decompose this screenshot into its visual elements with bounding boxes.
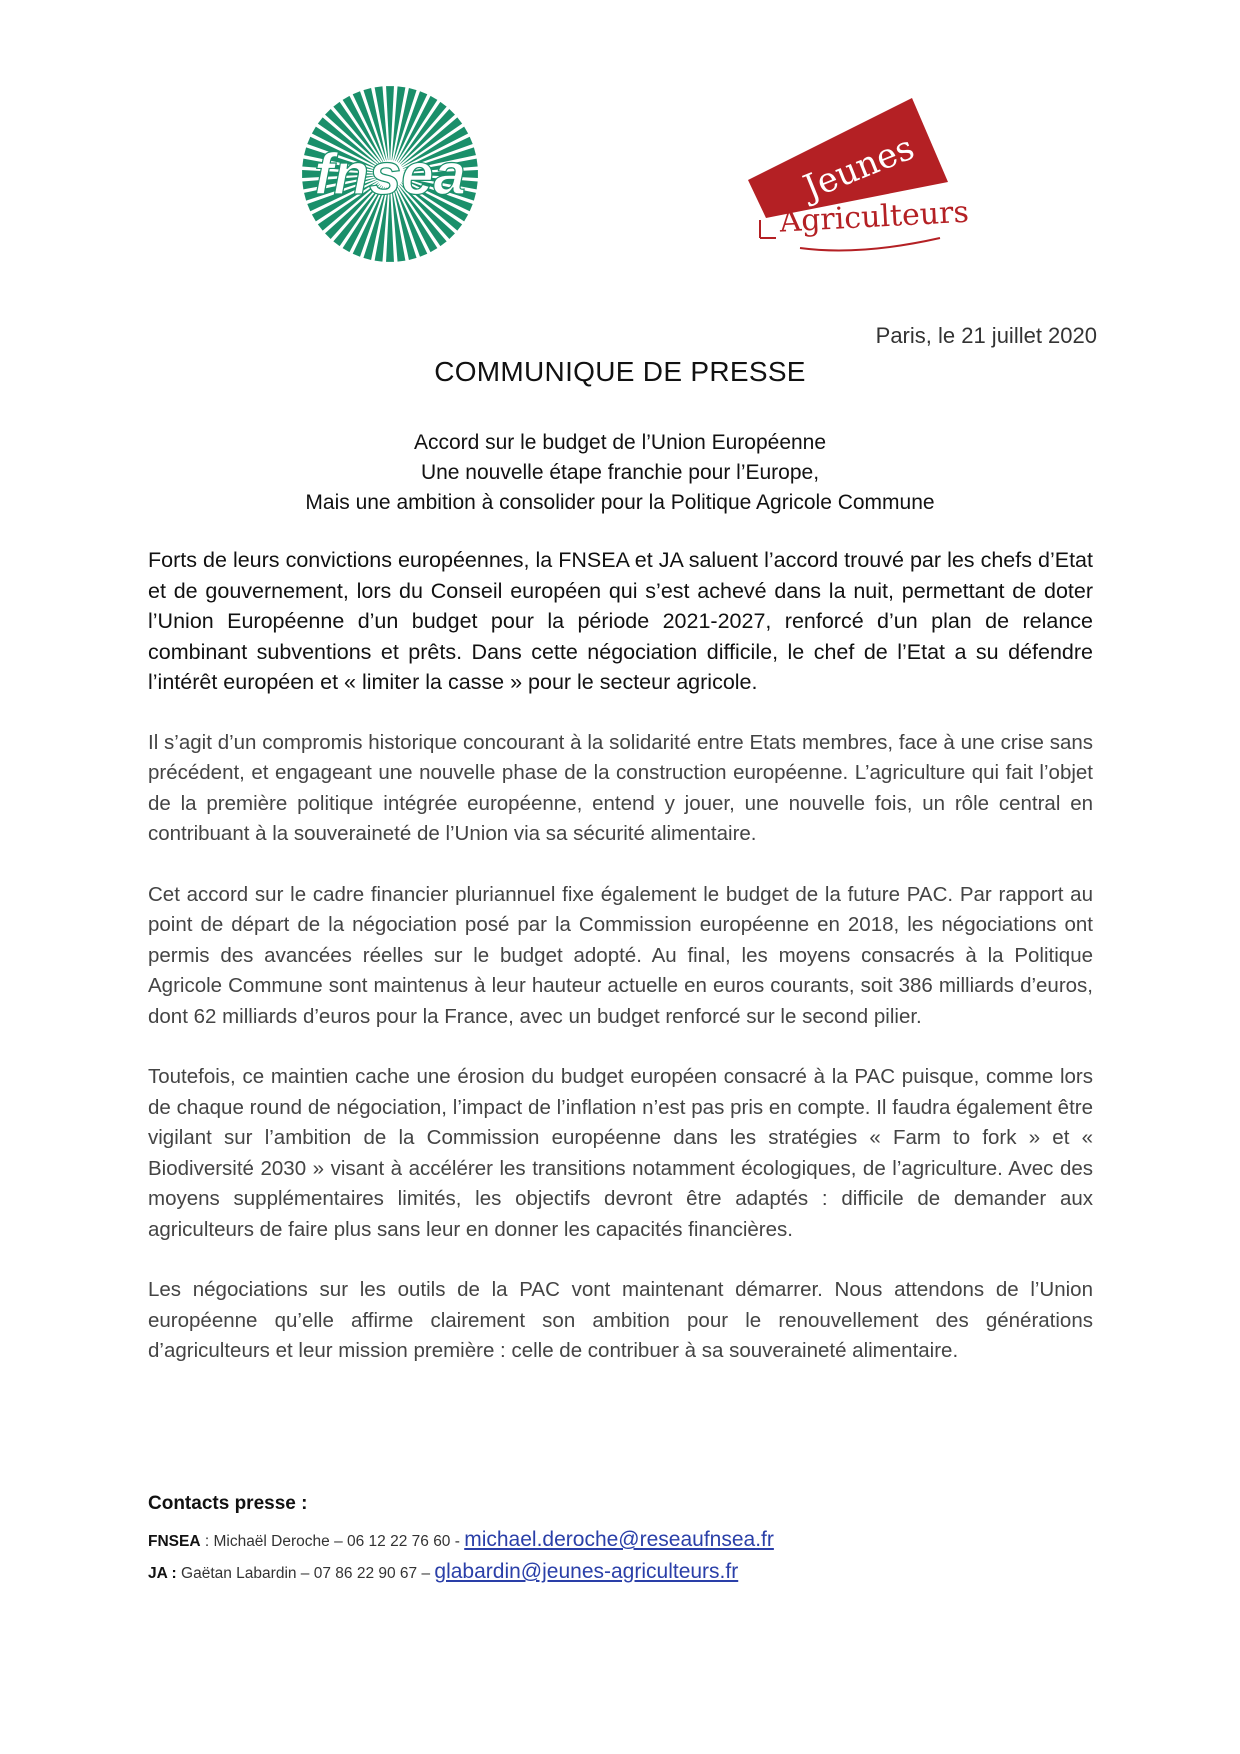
press-contacts bbox=[148, 1493, 1093, 1589]
contact-fnsea-details: : Michaël Deroche – 06 12 22 76 60 - bbox=[200, 1533, 465, 1550]
contact-ja-org: JA : bbox=[148, 1565, 177, 1582]
ja-logo-text-agriculteurs: Agriculteurs bbox=[778, 194, 970, 240]
body-paragraph-3: Toutefois, ce maintien cache une érosion du budget européen consacré à la PAC puisque, comme lors de chaque round de négociation, l’impact de l’inflation n’est pas pris en compte. Il faudra également être vigilant sur l’ambition de la Commission européenne dans les stratégies « Farm to fork » et « Biodiversité 2030 » visant à accélérer les transitions notamment écologiques, de l’agriculture. Avec des moyens supplémentaires limités, les objectifs devront être adaptés : difficile de demander aux agriculteurs de faire plus sans leur en donner les capacités financières. bbox=[148, 1065, 1093, 1241]
subtitle-line-2: Une nouvelle étape franchie pour l’Europe, bbox=[420, 461, 820, 484]
ja-logo-text-jeunes: Jeunes bbox=[798, 127, 920, 209]
fnsea-logo bbox=[300, 84, 480, 264]
document-date: Paris, le 21 juillet 2020 bbox=[875, 323, 1097, 348]
contact-fnsea-email-link[interactable]: michael.deroche@reseaufnsea.fr bbox=[464, 1528, 774, 1551]
document-subtitle bbox=[0, 428, 1240, 518]
body-paragraph-4: Les négociations sur les outils de la PAC vont maintenant démarrer. Nous attendons de l’Union européenne qu’elle affirme clairement son ambition pour le renouvellement des générations d’agriculteurs et leur mission première : celle de contribuer à sa souveraineté alimentaire. bbox=[148, 1278, 1093, 1362]
contact-ja bbox=[148, 1557, 1093, 1589]
document-body bbox=[148, 545, 1093, 1397]
contact-ja-details: Gaëtan Labardin – 07 86 22 90 67 – bbox=[176, 1565, 435, 1582]
subtitle-line-3: Mais une ambition à consolider pour la Politique Agricole Commune bbox=[305, 491, 935, 514]
body-paragraph-2: Cet accord sur le cadre financier pluriannuel fixe également le budget de la future PAC. Par rapport au point de départ de la négociation posé par la Commission européenne en 2018, les négociations ont permis des avancées réelles sur le budget adopté. Au final, les moyens consacrés à la Politique Agricole Commune sont maintenus à leur hauteur actuelle en euros courants, soit 386 milliards d’euros, dont 62 milliards d’euros pour la France, avec un budget renforcé sur le second pilier. bbox=[148, 882, 1093, 1028]
document-title: COMMUNIQUE DE PRESSE bbox=[434, 356, 806, 387]
jeunes-agriculteurs-logo bbox=[740, 88, 970, 268]
subtitle-line-1: Accord sur le budget de l’Union Européenne bbox=[413, 431, 827, 454]
contact-fnsea bbox=[148, 1525, 1093, 1557]
contact-ja-email-link[interactable]: glabardin@jeunes-agriculteurs.fr bbox=[434, 1560, 739, 1583]
lead-paragraph: Forts de leurs convictions européennes, la FNSEA et JA saluent l’accord trouvé par les chefs d’Etat et de gouvernement, lors du Conseil européen qui s’est achevé dans la nuit, permettant de doter l’Union Européenne d’un budget pour la période 2021-2027, renforcé d’un plan de relance combinant subventions et prêts. Dans cette négociation difficile, le chef de l’Etat a su défendre l’intérêt européen et « limiter la casse » pour le secteur agricole. bbox=[148, 548, 1093, 694]
contact-fnsea-org: FNSEA bbox=[148, 1533, 201, 1550]
contacts-title: Contacts presse : bbox=[148, 1493, 308, 1514]
fnsea-logo-text: fnsea bbox=[314, 142, 466, 207]
body-paragraph-1: Il s’agit d’un compromis historique concourant à la solidarité entre Etats membres, face à une crise sans précédent, et engageant une nouvelle phase de la construction européenne. L’agriculture qui fait l’objet de la première politique intégrée européenne, entend y jouer, une nouvelle fois, un rôle central en contribuant à la souveraineté de l’Union via sa sécurité alimentaire. bbox=[148, 730, 1093, 845]
